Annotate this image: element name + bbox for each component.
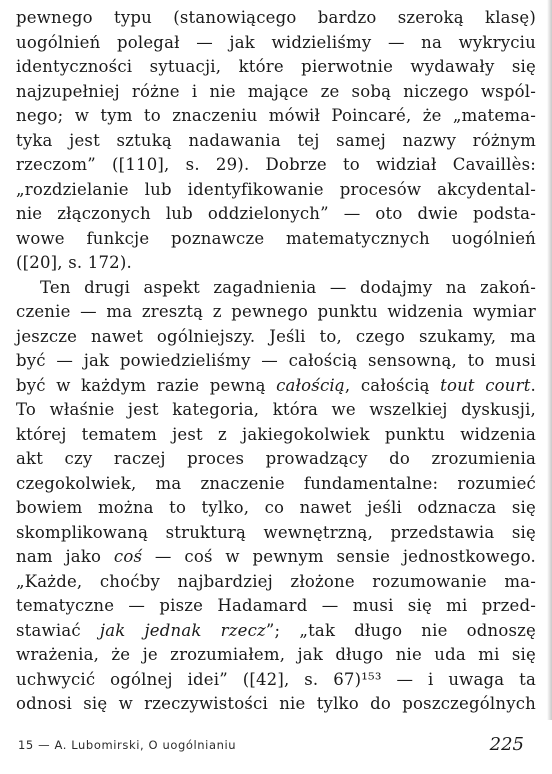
text-line: akt czy raczej proces prowadzący do zrozumienia (16, 449, 536, 468)
text-line: być w każdym razie pewną całością, całością tout court. (16, 375, 536, 395)
text-line: pewnego typu (stanowiącego bardzo szeroką klasę) (16, 8, 536, 27)
text-line: czenie — ma zresztą z pewnego punktu widzenia wymiar (16, 302, 536, 321)
text-line: bowiem można to tylko, co nawet jeśli odznacza się (16, 498, 536, 517)
text-line: „rozdzielanie lub identyfikowanie procesów akcydental- (16, 179, 536, 199)
text-line: wowe funkcje poznawcze matematycznych uogólnień (16, 228, 536, 248)
text-line: To właśnie jest kategoria, która we wszelkiej dyskusji, (16, 400, 536, 419)
text-line: „Każde, choćby najbardziej złożone rozumowanie ma- (16, 571, 536, 591)
text-line: skomplikowaną strukturą wewnętrzną, przedstawia się (16, 522, 536, 542)
text-line: wrażenia, że je zrozumiałem, jak długo nie uda mi się (16, 645, 536, 664)
text-line: czegokolwiek, ma znaczenie fundamentalne: rozumieć (16, 473, 536, 493)
text-line-paragraph-start: Ten drugi aspekt zagadnienia — dodajmy na zakoń- (40, 277, 536, 297)
text-line: stawiać jak jednak rzecz”; „tak długo nie odnoszę (16, 620, 536, 640)
page-footer (18, 734, 528, 758)
text-line: której tematem jest z jakiegokolwiek punktu widzenia (16, 424, 536, 444)
text-line: jeszcze nawet ogólniejszy. Jeśli to, czego szukamy, ma (16, 326, 536, 346)
text-line: tyka jest sztuką nadawania tej samej nazwy różnym (16, 130, 536, 150)
text-line: rzeczom” ([110], s. 29). Dobrze to widział Cavaillès: (16, 155, 536, 174)
text-line: odnosi się w rzeczywistości nie tylko do poszczególnych (16, 694, 536, 713)
page-edge-shadow (547, 0, 552, 720)
text-line: identyczności sytuacji, które pierwotnie wydawały się (16, 57, 536, 76)
text-line-paragraph-end: ([20], s. 172). (16, 253, 132, 272)
page-body (16, 6, 536, 717)
text-line: być — jak powiedzieliśmy — całością sensowną, to musi (16, 351, 536, 370)
printer-signature: 15 — A. Lubomirski, O uogólnianiu (18, 738, 237, 752)
text-line: tematyczne — pisze Hadamard — musi się mi przed- (16, 596, 536, 615)
text-line: nego; w tym to znaczeniu mówił Poincaré, że „matema- (16, 106, 536, 125)
text-line: uogólnień polegał — jak widzieliśmy — na wykryciu (16, 32, 536, 52)
text-line: najzupełniej różne i nie mające ze sobą niczego wspól- (16, 81, 536, 101)
text-line: nie złączonych lub oddzielonych” — oto dwie podsta- (16, 204, 536, 223)
text-line: nam jako coś — coś w pewnym sensie jednostkowego. (16, 547, 536, 566)
page-number: 225 (489, 734, 524, 755)
text-line: uchwycić ogólnej idei” ([42], s. 67)¹⁵³ — i uwaga ta (16, 669, 536, 689)
